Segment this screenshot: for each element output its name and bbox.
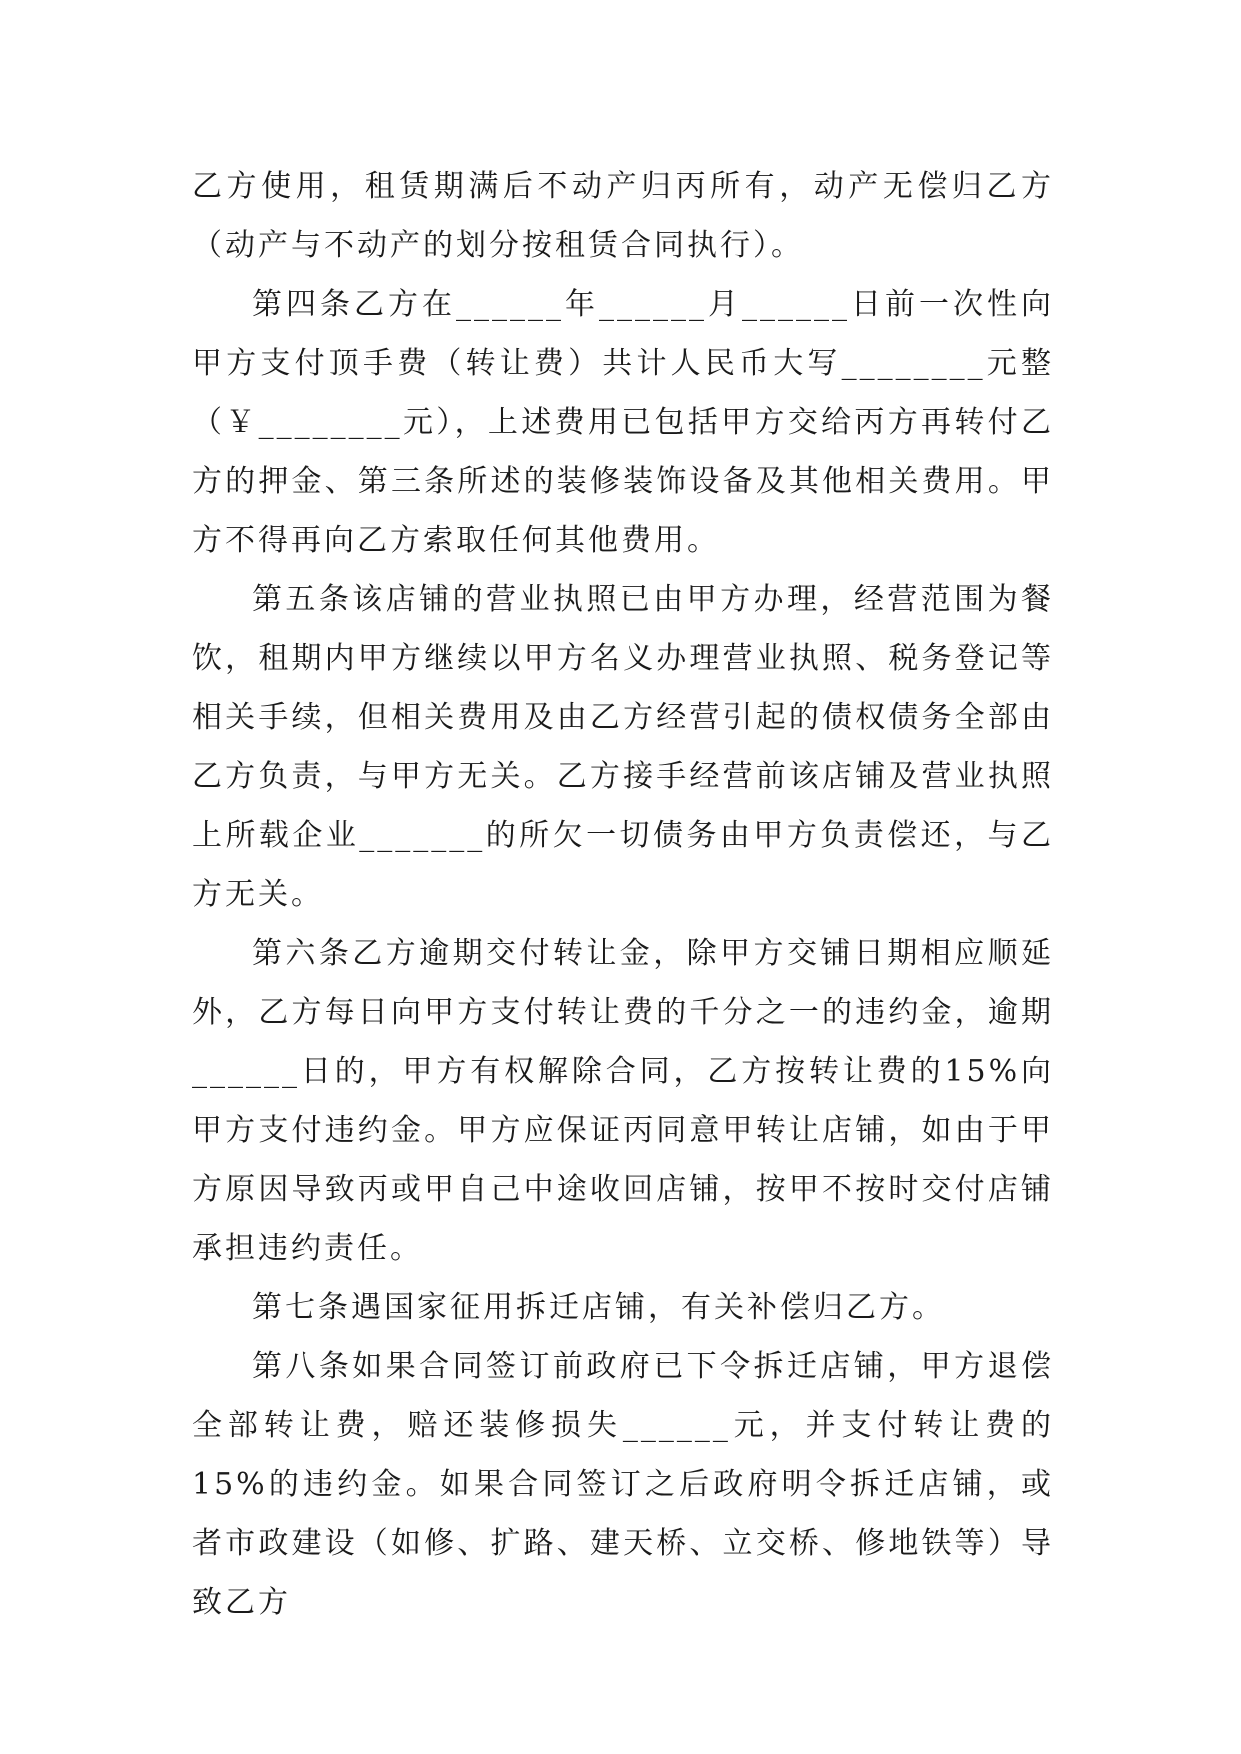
- paragraph-article-5: 第五条该店铺的营业执照已由甲方办理，经营范围为餐饮，租期内甲方继续以甲方名义办理营业执照、税务登记等相关手续，但相关费用及由乙方经营引起的债权债务全部由乙方负责，与甲方无关。乙方接手经营前该店铺及营业执照上所载企业_______的所欠一切债务由甲方负责偿还，与乙方无关。: [192, 582, 1054, 912]
- document-page: [192, 157, 1054, 1632]
- paragraph-article-8: 第八条如果合同签订前政府已下令拆迁店铺，甲方退偿全部转让费，赔还装修损失______元，并支付转让费的15%的违约金。如果合同签订之后政府明令拆迁店铺，或者市政建设（如修、扩路、建天桥、立交桥、修地铁等）导致乙方: [192, 1349, 1054, 1620]
- paragraph-article-6: 第六条乙方逾期交付转让金，除甲方交铺日期相应顺延外，乙方每日向甲方支付转让费的千分之一的违约金，逾期______日的，甲方有权解除合同，乙方按转让费的15%向甲方支付违约金。甲方应保证丙同意甲转让店铺，如由于甲方原因导致丙或甲自己中途收回店铺，按甲不按时交付店铺承担违约责任。: [192, 936, 1054, 1266]
- paragraph-article-4: 第四条乙方在______年______月______日前一次性向甲方支付顶手费（转让费）共计人民币大写________元整（￥________元），上述费用已包括甲方交给丙方再转付乙方的押金、第三条所述的装修装饰设备及其他相关费用。甲方不得再向乙方索取任何其他费用。: [192, 287, 1054, 558]
- paragraph-continuation: 乙方使用，租赁期满后不动产归丙所有，动产无偿归乙方（动产与不动产的划分按租赁合同执行）。: [192, 169, 1054, 263]
- paragraph-article-7: 第七条遇国家征用拆迁店铺，有关补偿归乙方。: [252, 1290, 945, 1325]
